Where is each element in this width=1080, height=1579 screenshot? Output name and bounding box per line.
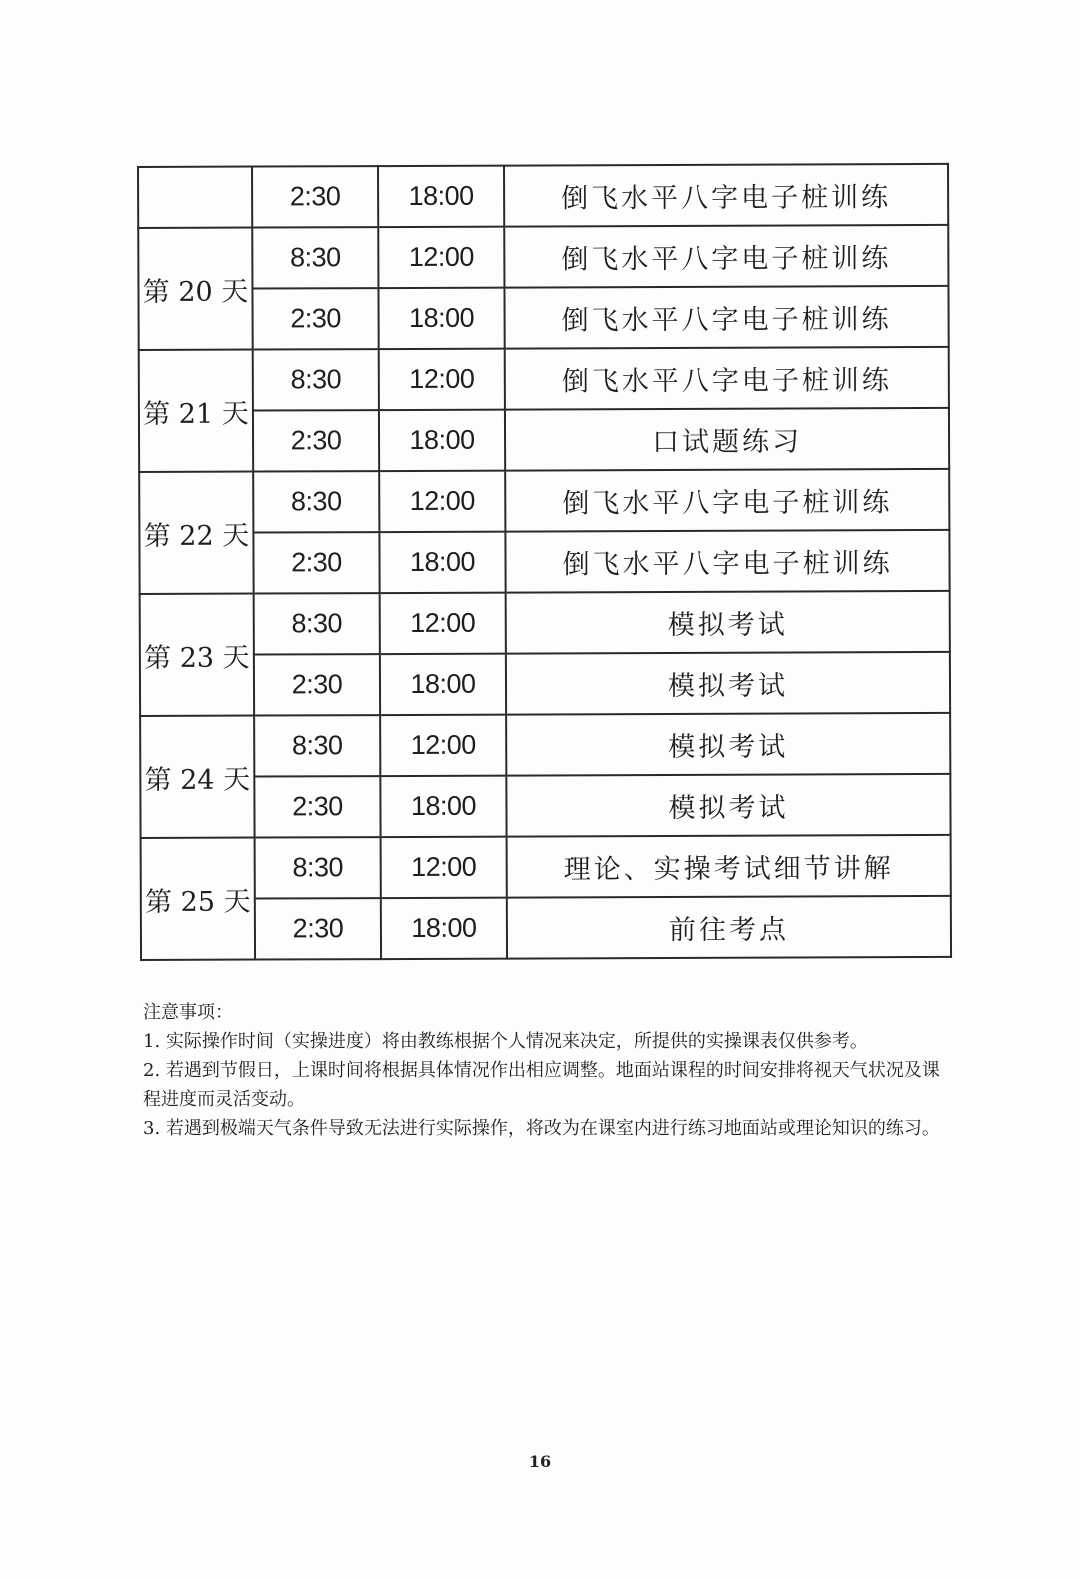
note-item: 3. 若遇到极端天气条件导致无法进行实际操作，将改为在课室内进行练习地面站或理论知识的练习。 [143,1118,940,1139]
table-row [140,652,950,716]
day-cell: 第 20 天 [138,228,252,350]
start-time-cell: 2:30 [255,898,381,959]
end-time-cell: 12:00 [379,349,505,410]
content-cell: 倒飞水平八字电子桩训练 [504,286,948,349]
table-row [139,408,949,472]
start-time-cell: 2:30 [254,654,380,715]
end-time-cell: 12:00 [381,837,507,898]
content-cell: 模拟考试 [506,591,950,654]
start-time-cell: 8:30 [254,593,380,654]
notes-heading: 注意事项： [143,1002,233,1023]
table-row [138,286,948,350]
start-time-cell: 8:30 [252,227,378,288]
table-row [141,835,951,899]
page-number: 16 [528,1452,552,1471]
content-cell: 倒飞水平八字电子桩训练 [504,164,948,227]
content-cell: 倒飞水平八字电子桩训练 [505,347,949,410]
content-cell: 前往考点 [507,896,951,959]
content-cell: 模拟考试 [506,713,950,776]
note-item: 1. 实际操作时间（实操进度）将由教练根据个人情况来决定，所提供的实操课表仅供参考。 [143,1031,868,1052]
table-row [138,164,948,228]
content-cell: 理论、实操考试细节讲解 [507,835,951,898]
schedule-table [137,163,952,961]
start-time-cell: 2:30 [253,410,379,471]
table-row [139,347,949,411]
day-cell-continued [138,167,252,228]
table-row [140,713,950,777]
end-time-cell: 12:00 [378,227,504,288]
start-time-cell: 8:30 [254,715,380,776]
start-time-cell: 2:30 [253,532,379,593]
day-cell: 第 21 天 [139,350,253,472]
note-item: 2. 若遇到节假日，上课时间将根据具体情况作出相应调整。地面站课程的时间安排将视天气状况及课程进度而灵活变动。 [143,1060,940,1110]
content-cell: 模拟考试 [506,774,950,837]
start-time-cell: 2:30 [252,166,378,227]
end-time-cell: 12:00 [380,715,506,776]
table-row [138,225,948,289]
day-cell: 第 22 天 [139,472,253,594]
table-row [141,896,951,960]
end-time-cell: 12:00 [379,471,505,532]
day-cell: 第 24 天 [140,716,254,838]
end-time-cell: 18:00 [380,776,506,837]
table-row [140,774,950,838]
end-time-cell: 12:00 [380,593,506,654]
table-row [139,469,949,533]
start-time-cell: 8:30 [253,349,379,410]
start-time-cell: 8:30 [253,471,379,532]
content-cell: 口试题练习 [505,408,949,471]
content-cell: 倒飞水平八字电子桩训练 [505,530,949,593]
notes-section [143,998,943,1143]
start-time-cell: 2:30 [252,288,378,349]
end-time-cell: 18:00 [379,410,505,471]
content-cell: 倒飞水平八字电子桩训练 [504,225,948,288]
content-cell: 倒飞水平八字电子桩训练 [505,469,949,532]
day-cell: 第 25 天 [141,838,255,960]
day-cell: 第 23 天 [140,594,254,716]
end-time-cell: 18:00 [378,166,504,227]
start-time-cell: 2:30 [254,776,380,837]
start-time-cell: 8:30 [255,837,381,898]
table-row [140,591,950,655]
end-time-cell: 18:00 [380,654,506,715]
content-cell: 模拟考试 [506,652,950,715]
table-row [139,530,949,594]
end-time-cell: 18:00 [379,532,505,593]
end-time-cell: 18:00 [381,898,507,959]
end-time-cell: 18:00 [378,288,504,349]
